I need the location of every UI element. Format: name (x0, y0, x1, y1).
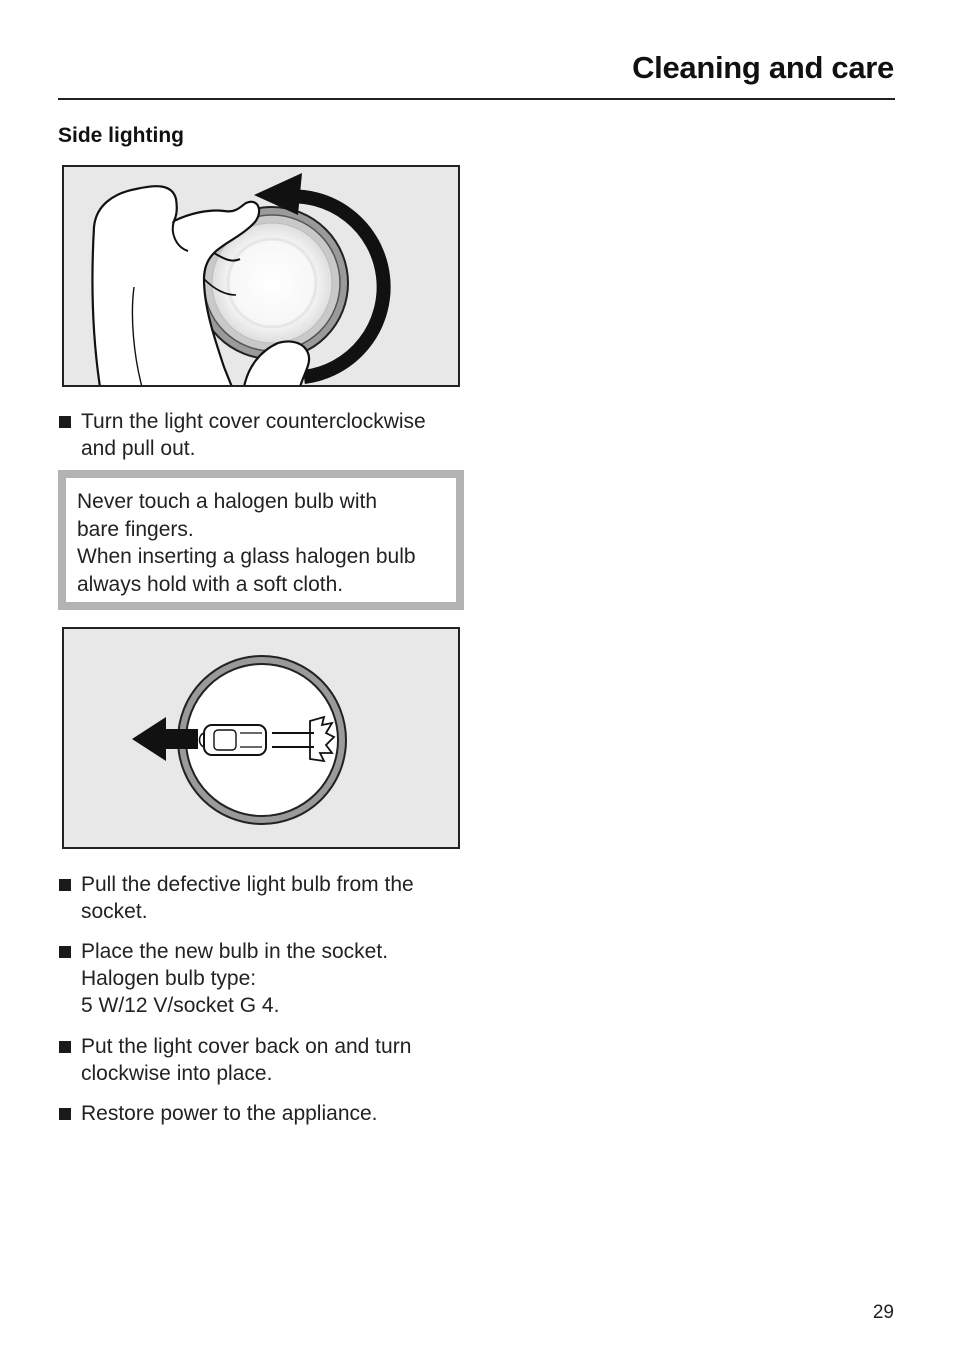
bullet-square-icon (59, 879, 71, 891)
page-number: 29 (872, 1302, 894, 1323)
title-divider (58, 98, 895, 100)
step-line: 5 W/12 V/socket G 4. (81, 994, 280, 1017)
illustration-remove-bulb (62, 627, 460, 849)
step-line: Place the new bulb in the socket. (81, 940, 389, 963)
step-line: Put the light cover back on and turn (81, 1035, 412, 1058)
warning-line: bare fingers. (77, 517, 194, 541)
step-line: Turn the light cover counterclockwise (81, 410, 426, 433)
step-restore-power (58, 1100, 478, 1127)
step-replace-cover (58, 1033, 478, 1087)
step-line: Pull the defective light bulb from the (81, 873, 414, 896)
warning-line: Never touch a halogen bulb with (77, 490, 378, 513)
bullet-square-icon (59, 416, 71, 428)
warning-box (58, 470, 464, 610)
step-line: clockwise into place. (81, 1062, 273, 1085)
step-line: and pull out. (81, 437, 196, 460)
bullet-square-icon (59, 1041, 71, 1053)
illustration-remove-cover (62, 165, 460, 387)
warning-line: When inserting a glass halogen bulb (77, 545, 416, 568)
step-line: Restore power to the appliance. (81, 1102, 378, 1125)
step-place-bulb (58, 938, 478, 1019)
step-pull-bulb (58, 871, 478, 925)
step-turn-cover (58, 408, 478, 462)
warning-line: always hold with a soft cloth. (77, 572, 344, 596)
bullet-square-icon (59, 946, 71, 958)
section-heading: Side lighting (58, 124, 184, 147)
page-title: Cleaning and care (632, 50, 894, 85)
step-line: Halogen bulb type: (81, 967, 257, 990)
bullet-square-icon (59, 1108, 71, 1120)
step-line: socket. (81, 900, 148, 923)
